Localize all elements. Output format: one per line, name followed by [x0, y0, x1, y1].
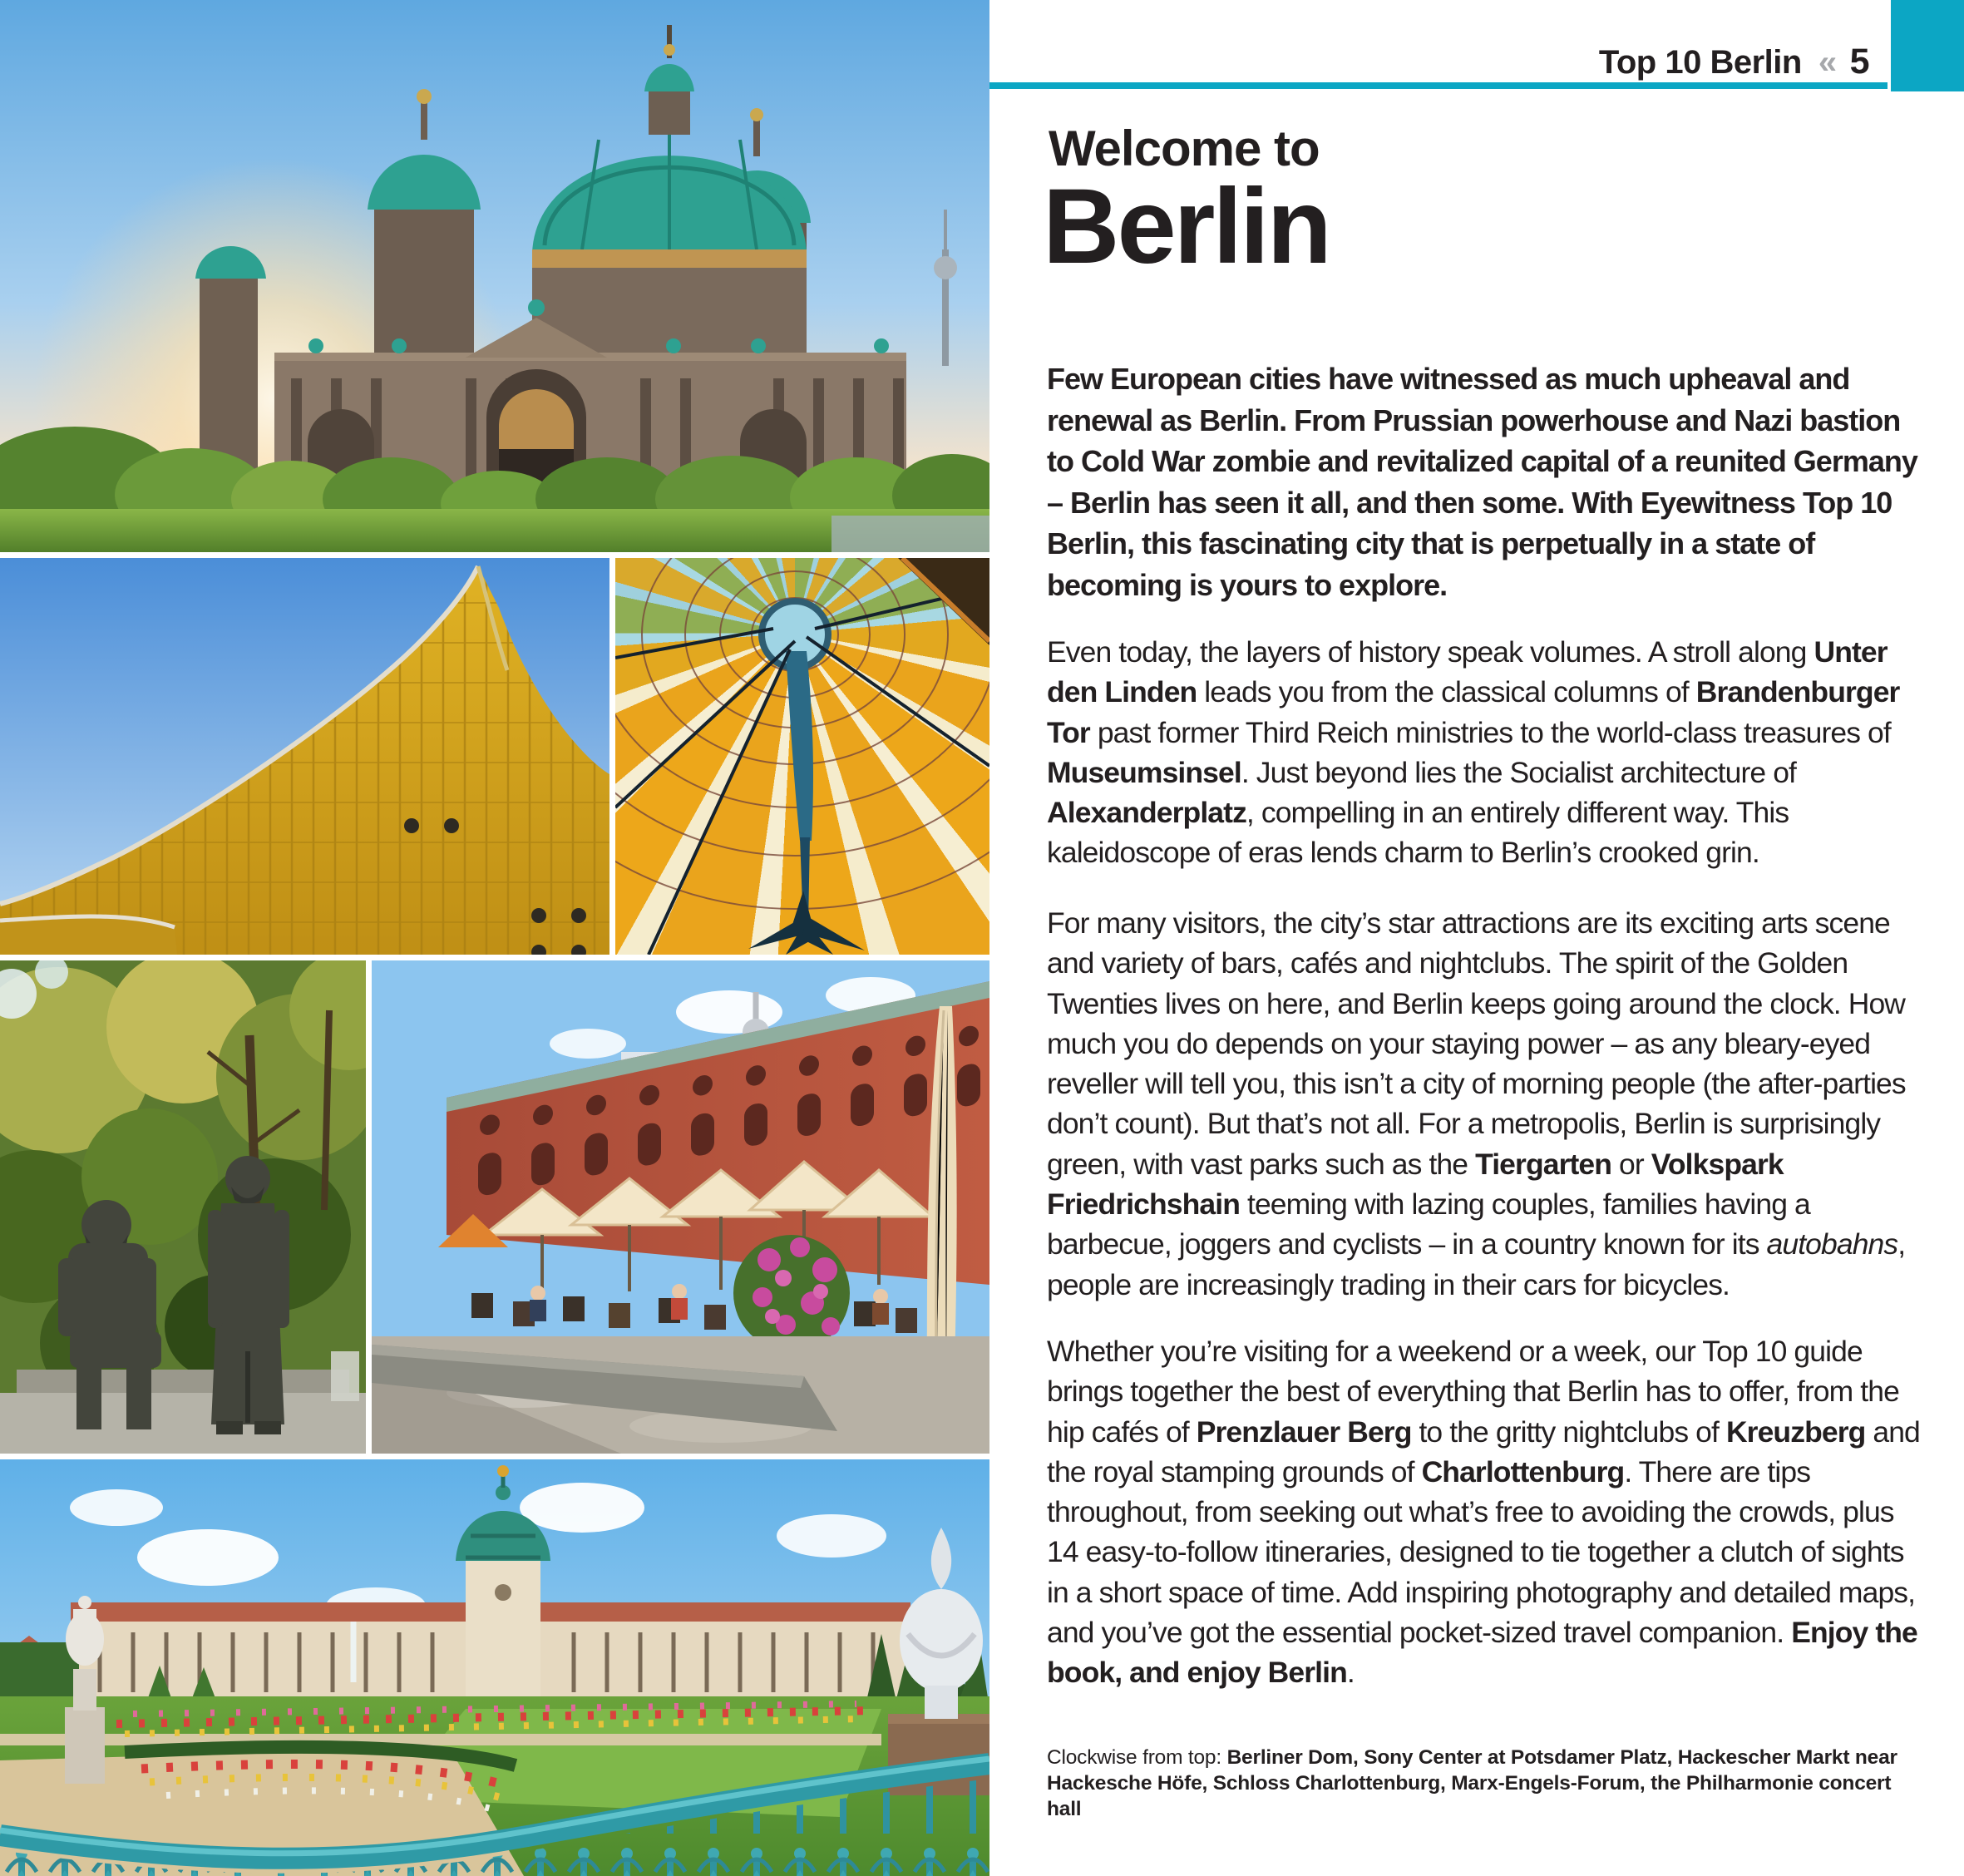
corner-tab [1891, 0, 1964, 91]
berliner-dom-illustration [0, 0, 989, 552]
body-paragraph-2: For many visitors, the city’s star attractions are its exciting arts scene and variety of bars, cafés and nightclubs. The spirit of the Golden Twenties lives on here, and Berlin keeps going around the clock. How much you do depends on your staying power – as any bleary-eyed reveller will tell you, this isn’t a city of morning people (the after-parties don’t count). But that’s not all. For a metropolis, Berlin is surprisingly green, with vast parks such as the Tiergarten or Volkspark Friedrichshain teeming with lazing couples, families having a barbecue, joggers and cyclists – in a country known for its autobahns, people are increasingly trading in their cars for bicycles. [1047, 906, 1906, 1301]
page-title: Berlin [1043, 167, 1330, 286]
intro-paragraph: Few European cities have witnessed as much upheaval and renewal as Berlin. From Prussian powerhouse and Nazi bastion to Cold War zombie and revitalized capital of a reunited Germany – Berlin has seen it all, and then some. With Eyewitness Top 10 Berlin, this fascinating city that is perpetually in a state of becoming is yours to explore. [1047, 362, 1917, 602]
body-paragraph-3: Whether you’re visiting for a weekend or a week, our Top 10 guide brings together the best of everything that Berlin has to offer, from the hip cafés of Prenzlauer Berg to the gritty nightclubs of Kreuzberg and the royal stamping grounds of Charlottenburg. There are tips throughout, from seeking out what’s free to avoiding the crowds, plus 14 easy-to-follow itineraries, designed to tie together a clutch of sights in a short space of time. Add inspiring photography and detailed maps, and you’ve got the essential pocket-sized travel companion. Enjoy the book, and enjoy Berlin. [1047, 1335, 1920, 1690]
title-kicker: Welcome to [1049, 121, 1320, 176]
book-title: Top 10 Berlin [1598, 44, 1802, 81]
photo-philharmonie [0, 558, 609, 955]
sony-center-illustration [615, 558, 989, 955]
photo-berliner-dom [0, 0, 989, 552]
double-chevron-icon: « [1818, 44, 1837, 81]
schloss-charlottenburg-illustration [0, 1459, 989, 1876]
photo-sony-center [615, 558, 989, 955]
header-rule [989, 82, 1888, 89]
hackescher-markt-illustration [372, 960, 989, 1454]
photo-marx-engels-forum [0, 960, 366, 1454]
page-header [1599, 42, 1869, 82]
photo-caption: Clockwise from top: Berliner Dom, Sony Center at Potsdamer Platz, Hackescher Markt near Hackesche Höfe, Schloss Charlottenburg, Marx-Engels-Forum, the Philharmonie concert hall [1047, 1746, 1897, 1820]
philharmonie-illustration [0, 558, 609, 955]
body-paragraph-1: Even today, the layers of history speak volumes. A stroll along Unter den Linden leads you from the classical columns of Brandenburger Tor past former Third Reich ministries to the world-class treasures of Museumsinsel. Just beyond lies the Socialist architecture of Alexanderplatz, compelling in an entirely different way. This kaleidoscope of eras lends charm to Berlin’s crooked grin. [1047, 635, 1900, 870]
marx-engels-forum-illustration [0, 960, 366, 1454]
page-number: 5 [1849, 42, 1869, 81]
photo-hackescher-markt [372, 960, 989, 1454]
photo-schloss-charlottenburg [0, 1459, 989, 1876]
